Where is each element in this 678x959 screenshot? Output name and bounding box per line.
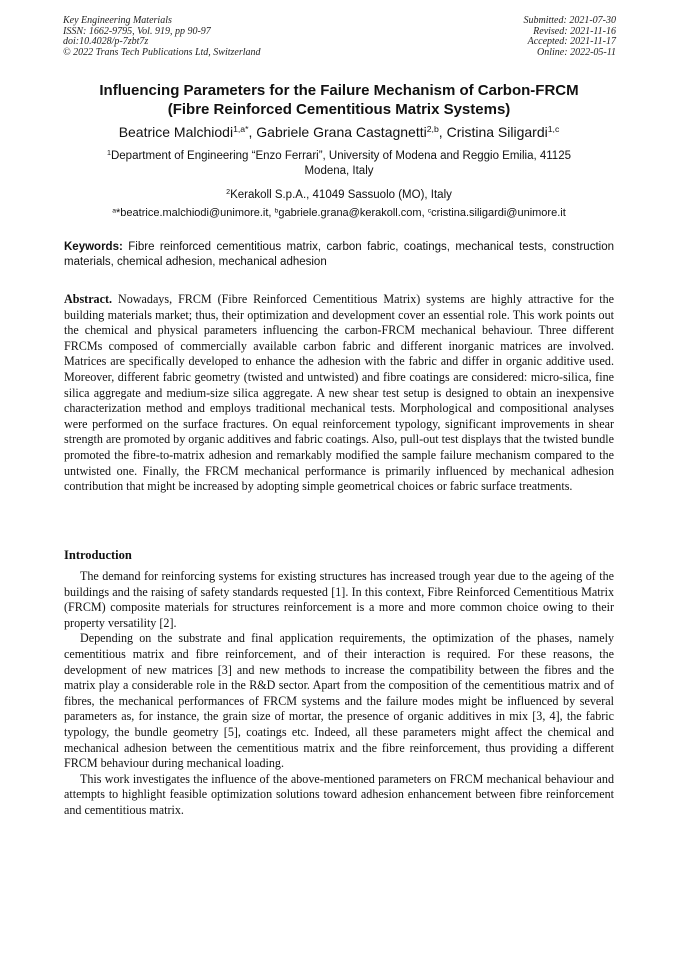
abstract-block [64, 292, 614, 495]
abstract-label: Abstract. [64, 292, 113, 306]
section-heading-introduction: Introduction [64, 548, 132, 562]
paragraph: This work investigates the influence of the above-mentioned parameters on FRCM mechanical behaviour and attempts to highlight feasible optimization solutions toward adhesion enhancement between fibre reinforcement and cementitious matrix. [64, 771, 614, 817]
author-superscript: 2,b [426, 124, 439, 135]
paragraph: Depending on the substrate and final application requirements, the optimization of the phases, namely cementitious matrix and fibre reinforcement, and of their interaction is required. For these reasons, the development of new matrices [3] and new methods to increase the compatibility between the fibres and the matrix play a considerable role in the R&D sector. Apart from the composition of the cementitious matrix and of fibres, the mechanical performances of FRCM systems and the failure modes might be influenced by several parameters as, for instance, the grain size of mortar, the presence of organic additives in mix [3, 4], the fabric typology, the bundle geometry [5], coatings etc. Indeed, all these parameters might affect the chemical and mechanical adhesion between the cementitious matrix and the fibre reinforcement, thus providing a different FRCM behaviour during mechanical loading. [64, 631, 614, 771]
keywords-label: Keywords: [64, 241, 123, 253]
author-emails [62, 206, 616, 220]
author-list [62, 123, 616, 141]
online-date: Online: 2022-05-11 [537, 46, 616, 58]
affiliation-2 [62, 188, 616, 203]
affiliation-text: Modena, Italy [304, 165, 374, 177]
copyright-line: © 2022 Trans Tech Publications Ltd, Switzerland [63, 46, 261, 58]
keywords-block [64, 240, 614, 270]
author-name: Gabriele Grana Castagnetti [256, 124, 427, 140]
author-superscript: 1,c [547, 124, 560, 135]
affiliation-1 [62, 149, 616, 179]
journal-name: Key Engineering Materials [63, 15, 172, 26]
accepted-date: Accepted: 2021-11-17 [527, 36, 616, 47]
author-separator: , [248, 124, 257, 140]
revised-date: Revised: 2021-11-16 [533, 25, 616, 37]
author-name: Cristina Siligardi [446, 124, 548, 140]
title-line-2: (Fibre Reinforced Cementitious Matrix Systems) [167, 100, 511, 118]
author-superscript: 1,a* [233, 124, 249, 135]
affiliation-superscript: 2 [226, 188, 231, 197]
publication-dates [524, 16, 617, 58]
email-superscript: a [112, 207, 117, 215]
author-name: Beatrice Malchiodi [118, 124, 234, 140]
affiliation-text: Kerakoll S.p.A., 41049 Sassuolo (MO), Italy [230, 189, 452, 201]
journal-info [63, 16, 261, 58]
email-address[interactable]: *beatrice.malchiodi@unimore.it, [116, 207, 275, 219]
email-superscript: c [427, 207, 432, 215]
introduction-body [64, 569, 614, 819]
submitted-date: Submitted: 2021-07-30 [523, 15, 616, 26]
title-line-1: Influencing Parameters for the Failure Mechanism of Carbon-FRCM [99, 82, 579, 99]
paragraph: The demand for reinforcing systems for existing structures has increased trough year due to the ageing of the buildings and the raising of safety standards requested [1]. In this context, Fibre Reinforced Cementitious Matrix (FRCM) composite materials for structures reinforcement is a more and more common choice owing to their property versatility [2]. [64, 569, 614, 630]
doi-line: doi:10.4028/p-7zbt7z [63, 36, 149, 47]
paper-title [62, 82, 616, 119]
email-superscript: b [274, 207, 279, 215]
issn-line: ISSN: 1662-9795, Vol. 919, pp 90-97 [63, 25, 211, 37]
affiliation-text: Department of Engineering “Enzo Ferrari”, University of Modena and Reggio Emilia, 41125 [110, 150, 571, 162]
affiliation-superscript: 1 [107, 149, 111, 158]
email-address[interactable]: gabriele.grana@kerakoll.com, [278, 207, 428, 219]
keywords-text: Fibre reinforced cementitious matrix, carbon fabric, coatings, mechanical tests, construction materials, chemical adhesion, mechanical adhesion [64, 241, 614, 268]
abstract-text: Nowadays, FRCM (Fibre Reinforced Cementitious Matrix) systems are highly attractive for the building materials market; thus, their optimization and development cover an essential role. This work points out the chemical and physical parameters influencing the carbon-FRCM mechanical behaviour. Three different FRCMs composed of commercially available carbon fabric and different inorganic matrices are involved. Matrices are specifically developed to enhance the adhesion with the fabric and differ in organic additive used. Moreover, different fabric geometry (twisted and untwisted) and fibre coatings are considered: micro-silica, fine silica aggregate and medium-size silica aggregate. A new shear test setup is designed to obtain an inexpensive characterization method and employs traditional mechanical tests. Morphological and compositional analyses were performed on the surface fractures. On equal reinforcement typology, significant improvements in shear strength are promoted by organic additives and fabric coatings. Also, pull-out test displays that the twisted bundle promoted the fibre-to-matrix adhesion and remarkably modified the sample failure mechanism compared to the untwisted one. Finally, the FRCM mechanical performance is primarily influenced by mechanical adhesion contribution that might be increased by adopting simple geometrical choices or fabric surface treatments. [64, 292, 614, 494]
email-address[interactable]: cristina.siligardi@unimore.it [431, 207, 566, 219]
author-separator: , [438, 124, 447, 140]
